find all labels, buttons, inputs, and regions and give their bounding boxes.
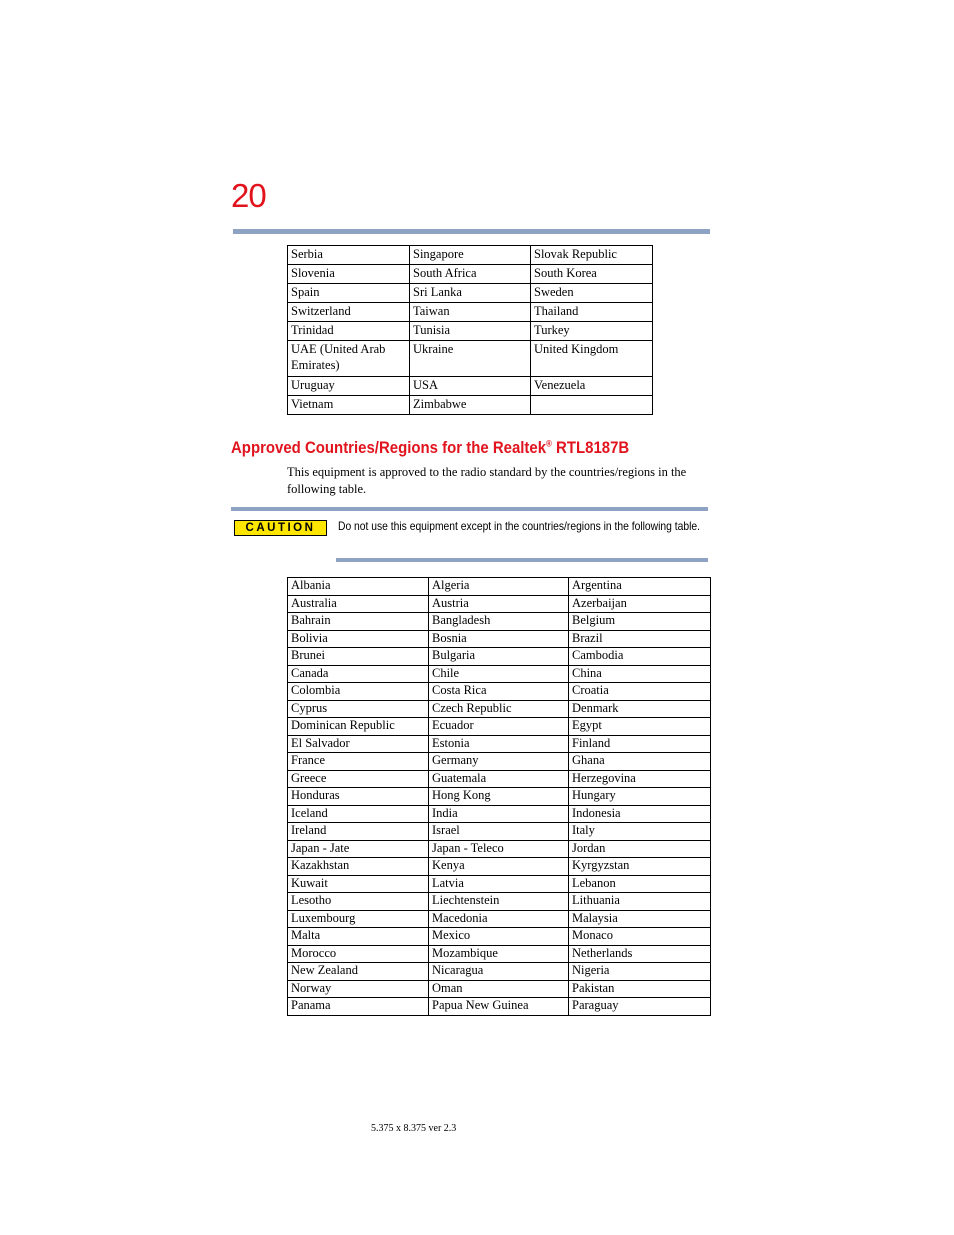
table-cell: Lebanon [569,875,711,893]
table-row [288,910,711,928]
table-cell: Ukraine [410,341,531,377]
table-cell: Brunei [288,648,429,666]
table-cell: Slovenia [288,265,410,284]
table-cell: Lesotho [288,893,429,911]
table-cell: Hungary [569,788,711,806]
table-cell: Zimbabwe [410,396,531,415]
table-cell: Bahrain [288,613,429,631]
table-row [288,613,711,631]
table-row [288,303,653,322]
table-cell: Chile [429,665,569,683]
table-cell: Sri Lanka [410,284,531,303]
table-cell: Sweden [531,284,653,303]
table-cell: Austria [429,595,569,613]
table-cell: South Korea [531,265,653,284]
table-cell: Thailand [531,303,653,322]
page-number: 20 [231,177,266,214]
table-row [288,945,711,963]
table-row [288,788,711,806]
table-cell: USA [410,377,531,396]
table-row [288,858,711,876]
table-row [288,322,653,341]
table-cell: El Salvador [288,735,429,753]
table-row [288,284,653,303]
table-cell: Ireland [288,823,429,841]
approved-countries-table [287,577,711,1016]
table-row [288,823,711,841]
table-row [288,928,711,946]
table-cell: Colombia [288,683,429,701]
table-cell: Indonesia [569,805,711,823]
table-row [288,735,711,753]
table-cell: Cyprus [288,700,429,718]
table-row [288,377,653,396]
table-cell: Bolivia [288,630,429,648]
table-cell: Germany [429,753,569,771]
intro-paragraph: This equipment is approved to the radio standard by the countries/regions in the following table. [287,465,687,496]
table-cell: Dominican Republic [288,718,429,736]
table-cell: Nicaragua [429,963,569,981]
table-cell: Norway [288,980,429,998]
table-cell: Czech Republic [429,700,569,718]
table-cell: United Kingdom [531,341,653,377]
table-cell: Spain [288,284,410,303]
table-cell: Iceland [288,805,429,823]
table-cell: Greece [288,770,429,788]
table-row [288,683,711,701]
table-cell: Taiwan [410,303,531,322]
table-row [288,648,711,666]
table-cell: Singapore [410,246,531,265]
table-cell: Oman [429,980,569,998]
table-cell: Mexico [429,928,569,946]
table-cell: Papua New Guinea [429,998,569,1016]
top-rule [233,229,710,234]
table-cell: Uruguay [288,377,410,396]
table-cell: Brazil [569,630,711,648]
table-row [288,805,711,823]
table-cell: Netherlands [569,945,711,963]
table-cell: Kenya [429,858,569,876]
table-cell: Estonia [429,735,569,753]
footer-version: 5.375 x 8.375 ver 2.3 [371,1123,457,1134]
table-cell: France [288,753,429,771]
table-row [288,718,711,736]
table-cell: Croatia [569,683,711,701]
table-cell: Canada [288,665,429,683]
table-row [288,246,653,265]
table-cell: Honduras [288,788,429,806]
table-cell: Mozambique [429,945,569,963]
heading-model-text: RTL8187B [551,438,630,457]
table-cell: Lithuania [569,893,711,911]
table-cell: Australia [288,595,429,613]
table-cell: Herzegovina [569,770,711,788]
table-cell: Pakistan [569,980,711,998]
table-cell: Latvia [429,875,569,893]
table-row [288,578,711,596]
table-cell [531,396,653,415]
countries-table-continued [287,245,653,415]
table-cell: Japan - Teleco [429,840,569,858]
table-row [288,998,711,1016]
table-row [288,893,711,911]
table-row [288,341,653,377]
table-cell: UAE (United Arab Emirates) [288,341,410,377]
table-row [288,770,711,788]
table-cell: Guatemala [429,770,569,788]
caution-top-rule [231,507,708,511]
table-cell: Malta [288,928,429,946]
table-cell: Kyrgyzstan [569,858,711,876]
table-cell: Turkey [531,322,653,341]
table-cell: Japan - Jate [288,840,429,858]
caution-text: Do not use this equipment except in the countries/regions in the following table. [338,519,700,533]
table-cell: Bangladesh [429,613,569,631]
table-cell: Tunisia [410,322,531,341]
table-cell: New Zealand [288,963,429,981]
table-cell: Bulgaria [429,648,569,666]
table-cell: Venezuela [531,377,653,396]
table-cell: Panama [288,998,429,1016]
table-cell: Nigeria [569,963,711,981]
table-cell: Albania [288,578,429,596]
table-cell: Morocco [288,945,429,963]
table-cell: Ecuador [429,718,569,736]
section-heading [231,436,629,460]
table-cell: Trinidad [288,322,410,341]
caution-badge: CAUTION [234,520,327,536]
table-row [288,630,711,648]
caution-bottom-rule [336,558,708,562]
table-cell: Paraguay [569,998,711,1016]
table-cell: Liechtenstein [429,893,569,911]
table-cell: Monaco [569,928,711,946]
table-cell: Hong Kong [429,788,569,806]
table-row [288,963,711,981]
table2-body [288,578,711,1016]
table-cell: South Africa [410,265,531,284]
table-row [288,753,711,771]
table-row [288,700,711,718]
table-cell: Argentina [569,578,711,596]
table-cell: China [569,665,711,683]
table-cell: Switzerland [288,303,410,322]
table-cell: Azerbaijan [569,595,711,613]
table-cell: Algeria [429,578,569,596]
registered-mark: ® [546,438,552,449]
table-cell: Ghana [569,753,711,771]
table-cell: Belgium [569,613,711,631]
table-row [288,875,711,893]
table1-body [288,246,653,415]
table-cell: Egypt [569,718,711,736]
heading-main-text: Approved Countries/Regions for the Realtek [231,438,547,457]
table-row [288,980,711,998]
table-cell: Serbia [288,246,410,265]
table-cell: Italy [569,823,711,841]
table-cell: Denmark [569,700,711,718]
table-row [288,396,653,415]
table-row [288,595,711,613]
table-cell: Bosnia [429,630,569,648]
table-cell: Israel [429,823,569,841]
table-cell: Slovak Republic [531,246,653,265]
table-row [288,265,653,284]
table-cell: India [429,805,569,823]
table-cell: Macedonia [429,910,569,928]
table-cell: Malaysia [569,910,711,928]
table-cell: Jordan [569,840,711,858]
table-cell: Costa Rica [429,683,569,701]
table-cell: Finland [569,735,711,753]
table-cell: Kazakhstan [288,858,429,876]
table-cell: Luxembourg [288,910,429,928]
table-row [288,840,711,858]
table-cell: Kuwait [288,875,429,893]
table-cell: Vietnam [288,396,410,415]
table-row [288,665,711,683]
table-cell: Cambodia [569,648,711,666]
